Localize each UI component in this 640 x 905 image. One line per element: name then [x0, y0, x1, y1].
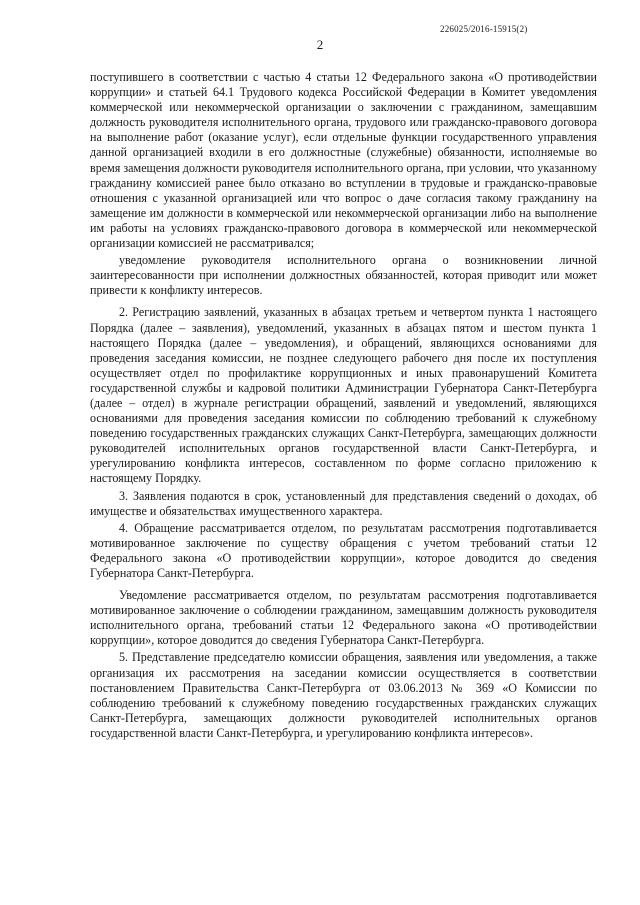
paragraph-notice-conflict: уведомление руководителя исполнительного органа о возникновении личной заинтересованности при исполнении должностных обязанностей, которая приводит или может привести к конфликту интересов.	[90, 253, 597, 298]
document-body	[90, 70, 597, 743]
page-number: 2	[316, 37, 324, 52]
paragraph-item-4: 4. Обращение рассматривается отделом, по результатам рассмотрения подготавливается мотивированное заключение по существу обращения с учетом требований статьи 12 Федерального закона «О противодействии коррупции», которое доводится до сведения Губернатора Санкт-Петербурга.	[90, 520, 597, 580]
paragraph-item-5: 5. Представление председателю комиссии обращения, заявления или уведомления, а также организация их рассмотрения на заседании комиссии осуществляется в соответствии постановлением Правительства Санкт-Петербурга от 03.06.2013 № 369 «О Комиссии по соблюдению требований к служебному поведению государственных гражданских служащих Санкт-Петербурга, замещающих должности руководителей исполнительных органов государственной власти Санкт-Петербурга, и урегулированию конфликта интересов».	[90, 650, 597, 740]
paragraph-item-2: 2. Регистрацию заявлений, указанных в абзацах третьем и четвертом пункта 1 настоящего Порядка (далее – заявления), уведомлений, указанных в абзацах пятом и шестом пункта 1 настоящего Порядка (далее – уведомления), и обращений, являющихся основаниями для проведения заседания комиссии, не позднее следующего рабочего дня после их поступления осуществляет отдел по профилактике коррупционных и иных правонарушений Комитета государственной службы и кадровой политики Администрации Губернатора Санкт-Петербурга (далее – отдел) в журнале регистрации обращений, заявлений и уведомлений, являющихся основаниями для проведения заседания комиссии по соблюдению требований к служебному поведению государственных гражданских служащих Санкт-Петербурга, замещающих должности руководителей исполнительных органов государственной власти Санкт-Петербурга, и урегулированию конфликта интересов, составленном по форме согласно приложению к настоящему Порядку.	[90, 305, 597, 486]
paragraph-continuation: поступившего в соответствии с частью 4 статьи 12 Федерального закона «О противодействии коррупции» и статьей 64.1 Трудового кодекса Российской Федерации в Комитет уведомления коммерческой или некоммерческой организации о заключении с гражданином, замещавшим должность руководителя исполнительного органа, трудового или гражданско-правового договора на выполнение работ (оказание услуг), если отдельные функции государственного управления данной организацией входили в его должностные (служебные) обязанности, исполняемые во время замещения должности руководителя исполнительного органа, при условии, что указанному гражданину комиссией ранее было отказано во вступлении в трудовые и гражданско-правовые отношения с указанной организацией или что вопрос о даче согласия такому гражданину на замещение им должности в коммерческой или некоммерческой организации либо на выполнение им работы на условиях гражданско-правового договора в коммерческой или некоммерческой организации комиссией не рассматривался;	[90, 70, 597, 251]
paragraph-item-3: 3. Заявления подаются в срок, установленный для представления сведений о доходах, об имуществе и обязательствах имущественного характера.	[90, 488, 597, 518]
paragraph-notice-review: Уведомление рассматривается отделом, по результатам рассмотрения подготавливается мотивированное заключение о соблюдении гражданином, замещавшим должность руководителя исполнительного органа, требований статьи 12 Федерального закона «О противодействии коррупции», которое доводится до сведения Губернатора Санкт-Петербурга.	[90, 588, 597, 648]
document-id: 226025/2016-15915(2)	[440, 24, 528, 34]
